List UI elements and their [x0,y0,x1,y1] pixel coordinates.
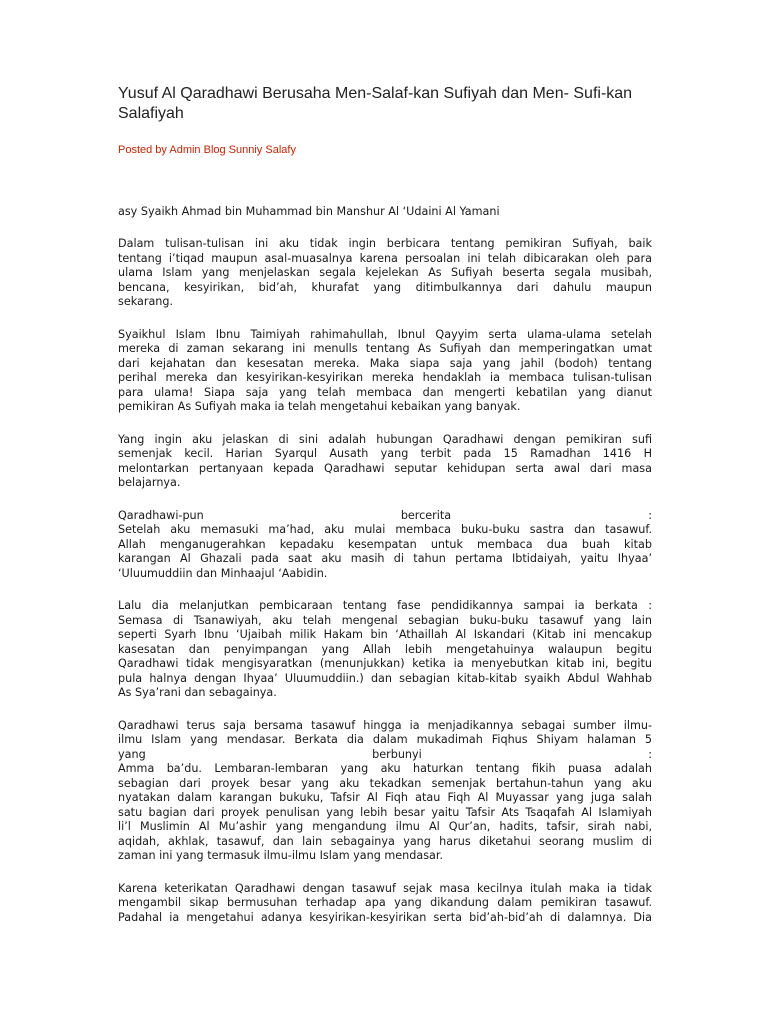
article-body [118,237,652,925]
text-line: li’l Muslimin Al Mu’ashir yang mengandung ilmu Al Qur’an, hadits, tafsir, sirah nabi, [118,820,652,833]
text-line: Syaikhul Islam Ibnu Taimiyah rahimahullah, Ibnul Qayyim serta ulama-ulama setelah [118,327,652,341]
spread-word: : [648,508,652,522]
paragraph [118,237,652,310]
paragraph [118,882,652,926]
text-line: belajarnya. [118,476,181,489]
text-line: semenjak kecil. Harian Syarqul Ausath yang terbit pada 15 Ramadhan 1416 H [118,447,652,460]
paragraph [118,433,652,491]
text-line: Lalu dia melanjutkan pembicaraan tentang fase pendidikannya sampai ia berkata : [118,599,652,612]
spread-word: bercerita [400,508,452,522]
text-line: zaman ini yang termasuk ilmu-ilmu Islam yang mendasar. [118,849,444,862]
text-line: Allah menganugerahkan kepadaku kesempatan untuk membaca dua buah kitab [118,537,652,551]
text-line: pemikiran As Sufiyah maka ia telah mengetahui kebaikan yang banyak. [118,400,521,413]
spread-word: berbunyi [372,747,422,761]
text-line: mereka di zaman sekarang ini menulls tentang As Sufiyah dan memperingatkan umat [118,342,652,355]
article-author: asy Syaikh Ahmad bin Muhammad bin Manshur Al ‘Udaini Al Yamani [118,205,500,218]
text-line: sekarang. [118,295,174,308]
text-line: para ulama! Siapa saja yang telah membaca dan mengerti kebatilan yang dianut [118,385,652,399]
text-line: dari kejahatan dan kesesatan mereka. Maka siapa saja yang jahil (bodoh) tentang [118,356,652,370]
text-line: satu bagian dari proyek penulisan yang lebih besar yaitu Tafsir Ats Tsaqafah Al Islamiyah [118,805,652,819]
text-line: Padahal ia mengetahui adanya kesyirikan-kesyirikan serta bid’ah-bid’ah di dalamnya. Dia [118,910,652,924]
spread-word: Qaradhawi-pun [118,508,204,522]
document-page [118,84,652,925]
text-line: tentang i’tiqad maupun asal-muasalnya karena persoalan ini telah dibicarakan oleh para [118,251,652,265]
spread-line [118,748,652,763]
text-line: melontarkan pertanyaan kepada Qaradhawi seputar kehidupan serta awal dari masa [118,461,652,475]
text-line: aqidah, akhlak, tasawuf, dan lain sebagainya yang harus diketahui seorang muslim di [118,834,652,848]
text-line: seperti Syarh Ibnu ‘Ujaibah milik Hakam bin ‘Athaillah Al Iskandari (Kitab ini mencakup [118,628,652,641]
spread-word: : [648,747,652,761]
paragraph [118,719,652,864]
text-line: Semasa di Tsanawiyah, aku telah mengenal sebagian buku-buku tasawuf yang lain [118,613,652,627]
paragraph [118,509,652,582]
text-line: pula halnya dengan Ihyaa’ Uluumuddiin.) dan sebagian kitab-kitab syaikh Abdul Wahhab [118,671,652,685]
text-line: sebagian dari proyek besar yang aku tekadkan semenjak bertahun-tahun yang aku [118,776,652,790]
text-line: mengambil sikap bermusuhan terhadap apa yang dikandung dalam pemikiran tasawuf. [118,896,652,909]
article-byline: Posted by Admin Blog Sunniy Salafy [118,144,296,156]
text-line: ulama Islam yang menjelaskan segala kejelekan As Sufiyah beserta segala musibah, [118,266,652,279]
text-line: Yang ingin aku jelaskan di sini adalah hubungan Qaradhawi dengan pemikiran sufi [118,432,652,446]
text-line: Amma ba’du. Lembaran-lembaran yang aku haturkan tentang fikih puasa adalah [118,762,652,775]
spread-word: yang [118,747,146,761]
text-line: Dalam tulisan-tulisan ini aku tidak ingin berbicara tentang pemikiran Sufiyah, baik [118,237,652,250]
text-line: ‘Uluumuddiin dan Minhaajul ‘Aabidin. [118,566,328,580]
text-line: nyatakan dalam karangan bukuku, Tafsir Al Fiqh atau Fiqh Al Muyassar yang juga salah [118,791,652,804]
text-line: As Sya’rani dan sebagainya. [118,686,277,699]
text-line: Qaradhawi terus saja bersama tasawuf hingga ia menjadikannya sebagai sumber ilmu- [118,718,652,732]
paragraph [118,599,652,701]
text-line: kasesatan dan penyimpangan yang Allah lebih mengetahuinya walaupun begitu [118,642,652,656]
spread-line [118,509,652,524]
text-line: karangan Al Ghazali pada saat aku masih di tahun pertama Ibtidaiyah, yaitu Ihyaa’ [118,552,652,565]
paragraph [118,328,652,415]
text-line: Setelah aku memasuki ma’had, aku mulai membaca buku-buku sastra dan tasawuf. [118,523,652,536]
text-line: Karena keterikatan Qaradhawi dengan tasawuf sejak masa kecilnya itulah maka ia tidak [118,881,652,895]
article-title: Yusuf Al Qaradhawi Berusaha Men-Salaf-kan Sufiyah dan Men- Sufi-kan Salafiyah [118,85,633,122]
text-line: ilmu Islam yang mendasar. Berkata dia dalam mukadimah Fiqhus Shiyam halaman 5 [118,733,652,746]
text-line: perihal mereka dan kesyirikan-kesyirikan mereka hendaklah ia membaca tulisan-tulisan [118,371,652,384]
text-line: Qaradhawi tidak mengisyaratkan (menunjukkan) ketika ia menyebutkan kitab ini, begitu [118,657,652,670]
text-line: bencana, kesyirikan, bid’ah, khurafat yang ditimbulkannya dari dahulu maupun [118,280,652,294]
